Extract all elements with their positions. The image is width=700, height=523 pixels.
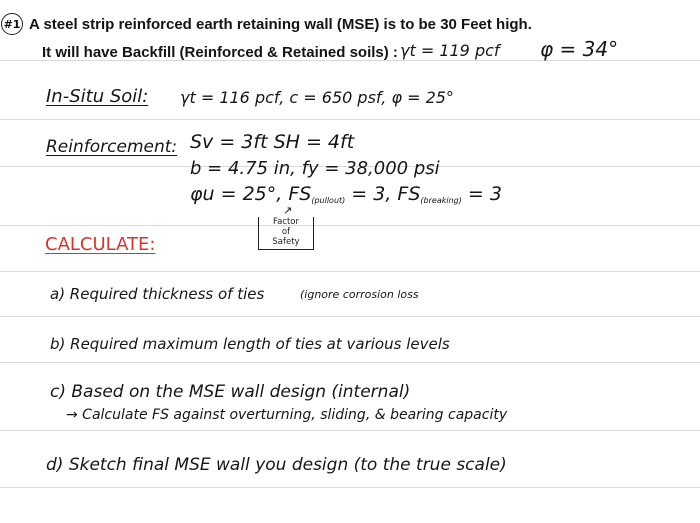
- reinforcement-spacing: Sv = 3ft SH = 4ft: [190, 131, 355, 153]
- reinforcement-label: Reinforcement:: [46, 137, 178, 157]
- backfill-friction-angle: φ = 34°: [540, 37, 619, 61]
- item-c-subtask: → Calculate FS against overturning, sliding, & bearing capacity: [66, 407, 508, 423]
- factor-of-safety-note: [258, 217, 314, 250]
- calculate-heading: CALCULATE:: [45, 234, 156, 255]
- backfill-unit-weight: γt = 119 pcf: [400, 41, 500, 60]
- insitu-soil-label: In-Situ Soil:: [46, 86, 149, 107]
- item-b-length: b) Required maximum length of ties at various levels: [50, 335, 450, 353]
- fs-note-line-1: Factor: [272, 217, 300, 227]
- item-c-design: c) Based on the MSE wall design (internal): [50, 382, 411, 402]
- item-a-thickness: a) Required thickness of ties: [50, 285, 265, 303]
- problem-statement-line-1: A steel strip reinforced earth retaining wall (MSE) is to be 30 Feet high.: [29, 16, 532, 33]
- annotation-arrow-icon: ↗: [283, 204, 293, 217]
- insitu-soil-values: γt = 116 pcf, c = 650 psf, φ = 25°: [180, 88, 454, 107]
- fs-note-line-2: of: [281, 227, 291, 237]
- problem-number-badge: #1: [1, 13, 23, 35]
- reinforcement-strip-properties: b = 4.75 in, fy = 38,000 psi: [190, 158, 440, 179]
- item-a-note: (ignore corrosion loss: [300, 288, 419, 301]
- problem-statement-line-2: It will have Backfill (Reinforced & Retained soils) :: [42, 44, 398, 61]
- fs-note-line-3: Safety: [272, 237, 300, 247]
- reinforcement-factors-of-safety: φu = 25°, $FS_{(pullout)} = 3$, $FS_{(breaking)} = 3$: [190, 183, 502, 205]
- item-d-sketch: d) Sketch final MSE wall you design (to the true scale): [46, 455, 507, 475]
